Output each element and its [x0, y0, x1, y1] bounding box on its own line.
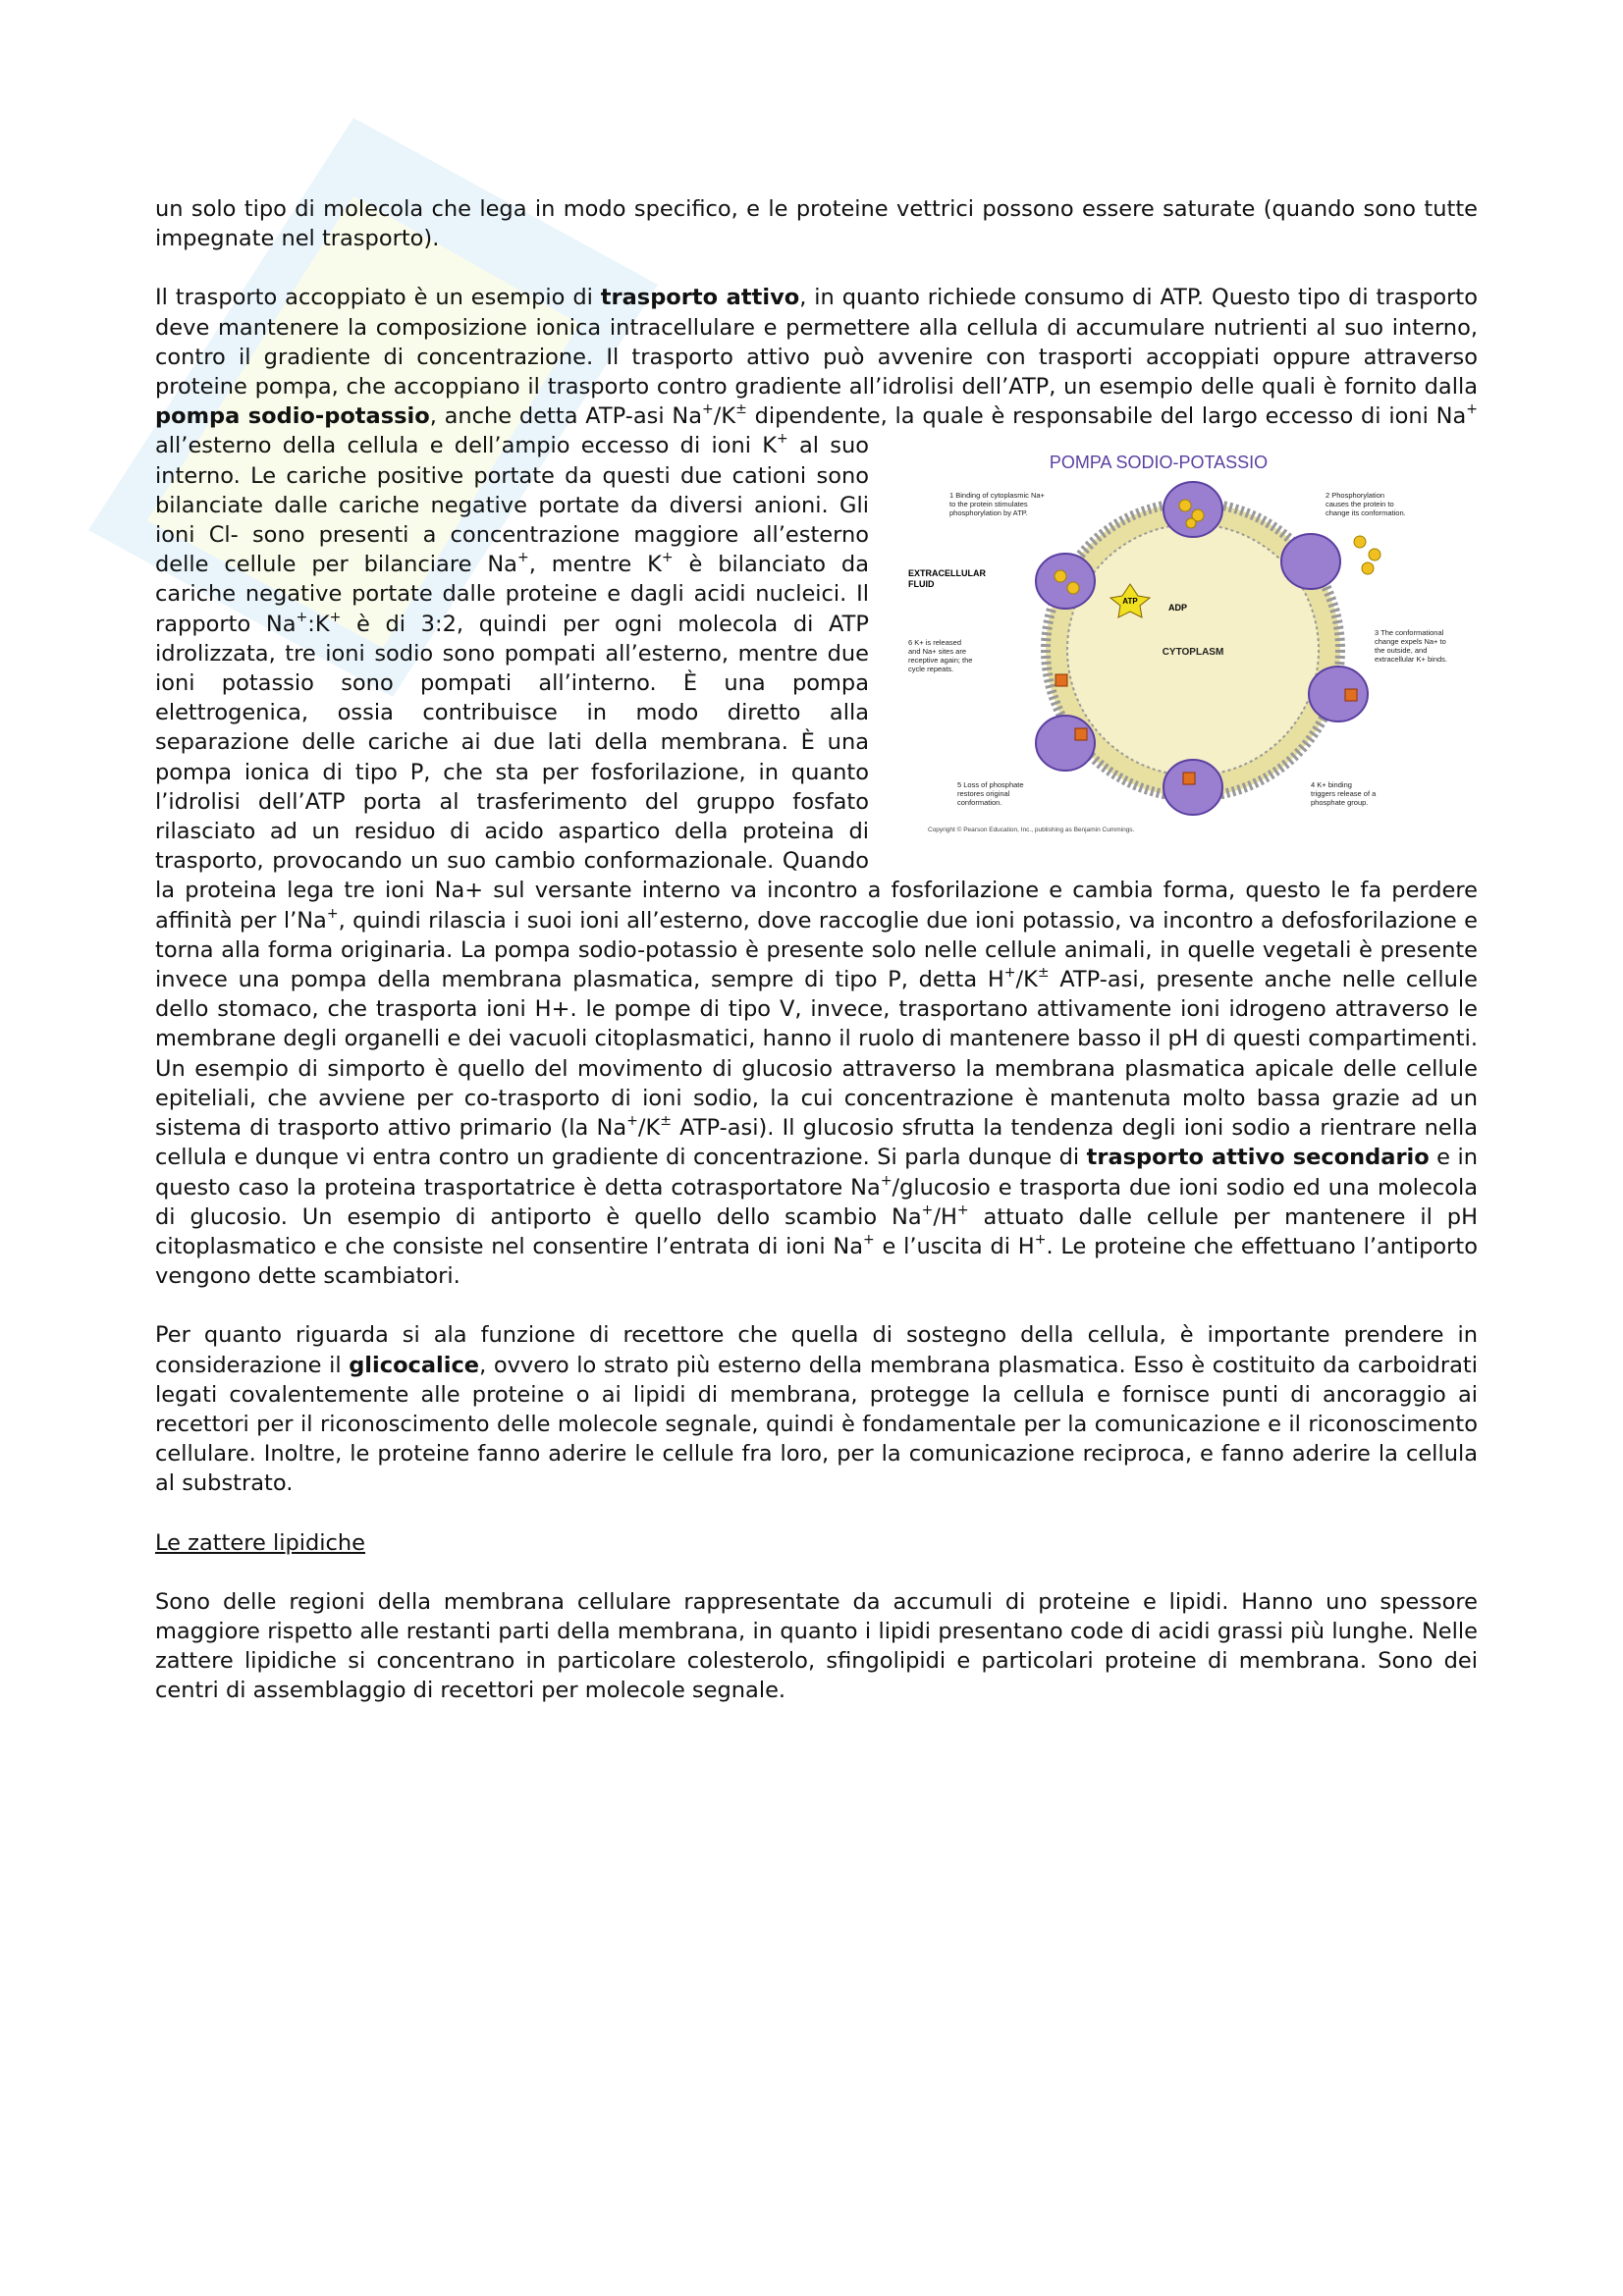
step-4: 4 K+ binding triggers release of a phosphate group. [1311, 780, 1377, 808]
figure-title: POMPA SODIO-POTASSIO [1049, 453, 1269, 473]
atp-label: ATP [1122, 597, 1138, 607]
paragraph-glicocalice: Per quanto riguarda si ala funzione di recettore che quella di sostegno della cellula, è importante prendere in considerazione il glicocalice, ovvero lo strato più esterno della membrana plasmatica. Esso è costituito da carboidrati legati covalentemente alle proteine o ai lipidi di membrana, protegge la cellula e fornisce punti di ancoraggio ai recettori per il riconoscimento delle molecole segnale, quindi è fondamentale per la comunicazione e il riconoscimento cellulare. Inoltre, le proteine fanno aderire le cellule fra loro, per la comunicazione reciproca, e fanno aderire la cellula al substrato. [155, 1322, 1478, 1497]
pump-protein [1036, 554, 1095, 609]
step-2: 2 Phosphorylation causes the protein to change its conformation. [1325, 491, 1406, 518]
paragraph-active-transport: Il trasporto accoppiato è un esempio di trasporto attivo, in quanto richiede consumo di ATP. Questo tipo di trasporto deve mantenere la composizione ionica intracellulare e permettere alla cellula di accumulare nutrienti al suo interno, contro il gradiente di concentrazione. Il trasporto attivo può avvenire con trasporti accoppiati oppure attraverso proteine pompa, che accoppiano il trasporto contro gradiente all’idrolisi dell’ATP, un esempio delle quali è fornito dalla pompa sodio-potassio, anche detta ATP-asi Na+/K± dipendente, la quale è responsabile del largo eccesso di ioni Na+ POMPA SODIO-POTASSIO CYTOPLASM ATP ADP EXTRACELLULAR FLUID 1 Binding of cytoplasmic Na+ to the protein stimulates phosphorylation by ATP. 2 Phosphorylation causes the protein to change its conformation. 3 The conformational change expels Na+ to the outside, and extracellular K+ binds. 4 K+ binding triggers release of a phosphate group. 5 Loss of phosphate restores original conformation. 6 K+ is released and Na+ sites are receptive again; the cycle repeats. Copyright © Pearson Education, Inc., publishing as Benjamin Cummings. all’esterno della cellula e dell’ampio eccesso di ioni K+ al suo interno. Le cariche positive portate da questi due cationi sono bilanciate dalle cariche negative portate da diversi anioni. Gli ioni Cl- sono presenti a concentrazione maggiore all’esterno delle cellule per bilanciare Na+, mentre K+ è bilanciato da cariche negative portate dalle proteine e dagli acidi nucleici. Il rapporto Na+:K+ è di 3:2, quindi per ogni molecola di ATP idrolizzata, tre ioni sodio sono pompati all’esterno, mentre due ioni potassio sono pompati all’interno. È una pompa elettrogenica, ossia contribuisce in modo diretto alla separazione delle cariche ai due lati della membrana. È una pompa ionica di tipo P, che sta per fosforilazione, in quanto l’idrolisi dell’ATP porta al trasferimento del gruppo fosfato rilasciato ad un residuo di acido aspartico della proteina di trasporto, provocando un suo cambio conformazionale. Quando la proteina lega tre ioni Na+ sul versante interno va incontro a fosforilazione e cambia forma, questo le fa perdere affinità per l’Na+, quindi rilascia i suoi ioni all’esterno, dove raccoglie due ioni potassio, va incontro a defosforilazione e torna alla forma originaria. La pompa sodio-potassio è presente solo nelle cellule animali, in quelle vegetali è presente invece una pompa della membrana plasmatica, sempre di tipo P, detta H+/K± ATP-asi, presente anche nelle cellule dello stomaco, che trasporta ioni H+. le pompe di tipo V, invece, trasportano attivamente ioni idrogeno attraverso le membrane degli organelli e dei vacuoli citoplasmatici, hanno il ruolo di mantenere basso il pH di questi compartimenti. Un esempio di simporto è quello del movimento di glucosio attraverso la membrana plasmatica apicale delle cellule epiteliali, che avviene per co-trasporto di ioni sodio, la cui concentrazione è mantenuta molto bassa grazie ad un sistema di trasporto attivo primario (la Na+/K± ATP-asi). Il glucosio sfrutta la tendenza degli ioni sodio a rientrare nella cellula e dunque vi entra contro un gradiente di concentrazione. Si parla dunque di trasporto attivo secondario e in questo caso la proteina trasportatrice è detta cotrasportatore Na+/glucosio e trasporta due ioni sodio ed una molecola di glucosio. Un esempio di antiporto è quello dello scambio Na+/H+ attuato dalle cellule per mantenere il pH citoplasmatico e che consiste nel consentire l’entrata di ioni Na+ e l’uscita di H+. Le proteine che effettuano l’antiporto vengono dette scambiatori. [155, 283, 1478, 1291]
term-trasporto-attivo: trasporto attivo [600, 285, 800, 311]
extracellular-label: EXTRACELLULAR FLUID [908, 568, 986, 590]
pump-protein [1309, 667, 1368, 721]
step-6: 6 K+ is released and Na+ sites are receptive again; the cycle repeats. [908, 638, 973, 674]
sodium-potassium-pump-figure [898, 449, 1517, 856]
step-3: 3 The conformational change expels Na+ to the outside, and extracellular K+ binds. [1375, 628, 1447, 665]
paragraph-lipid-rafts: Sono delle regioni della membrana cellulare rappresentate da accumuli di proteine e lipidi. Hanno uno spessore maggiore rispetto alle restanti parti della membrana, in quanto i lipidi presentano code di acidi grassi più lunghe. Nelle zattere lipidiche si concentrano in particolare colesterolo, sfingolipidi e particolari proteine di membrana. Sono dei centri di assemblaggio di recettori per molecole segnale. [155, 1588, 1478, 1704]
step-5: 5 Loss of phosphate restores original conformation. [957, 780, 1024, 808]
document-page [155, 194, 1478, 1706]
step-1: 1 Binding of cytoplasmic Na+ to the protein stimulates phosphorylation by ATP. [949, 491, 1045, 518]
term-glicocalice: glicocalice [349, 1352, 480, 1378]
term-trasporto-attivo-secondario: trasporto attivo secondario [1086, 1145, 1430, 1171]
term-pompa-sodio-potassio: pompa sodio-potassio [155, 403, 430, 430]
cytoplasm-label: CYTOPLASM [1162, 647, 1224, 659]
pump-protein [1163, 482, 1222, 537]
pump-protein [1281, 534, 1340, 589]
pump-protein [1163, 760, 1222, 815]
adp-label: ADP [1168, 603, 1188, 614]
section-heading-lipid-rafts: Le zattere lipidiche [155, 1529, 366, 1556]
figure-copyright: Copyright © Pearson Education, Inc., publishing as Benjamin Cummings. [928, 827, 1135, 834]
paragraph-carrier-proteins: un solo tipo di molecola che lega in modo specifico, e le proteine vettrici possono essere saturate (quando sono tutte impegnate nel trasporto). [155, 196, 1478, 252]
pump-protein [1036, 716, 1095, 771]
